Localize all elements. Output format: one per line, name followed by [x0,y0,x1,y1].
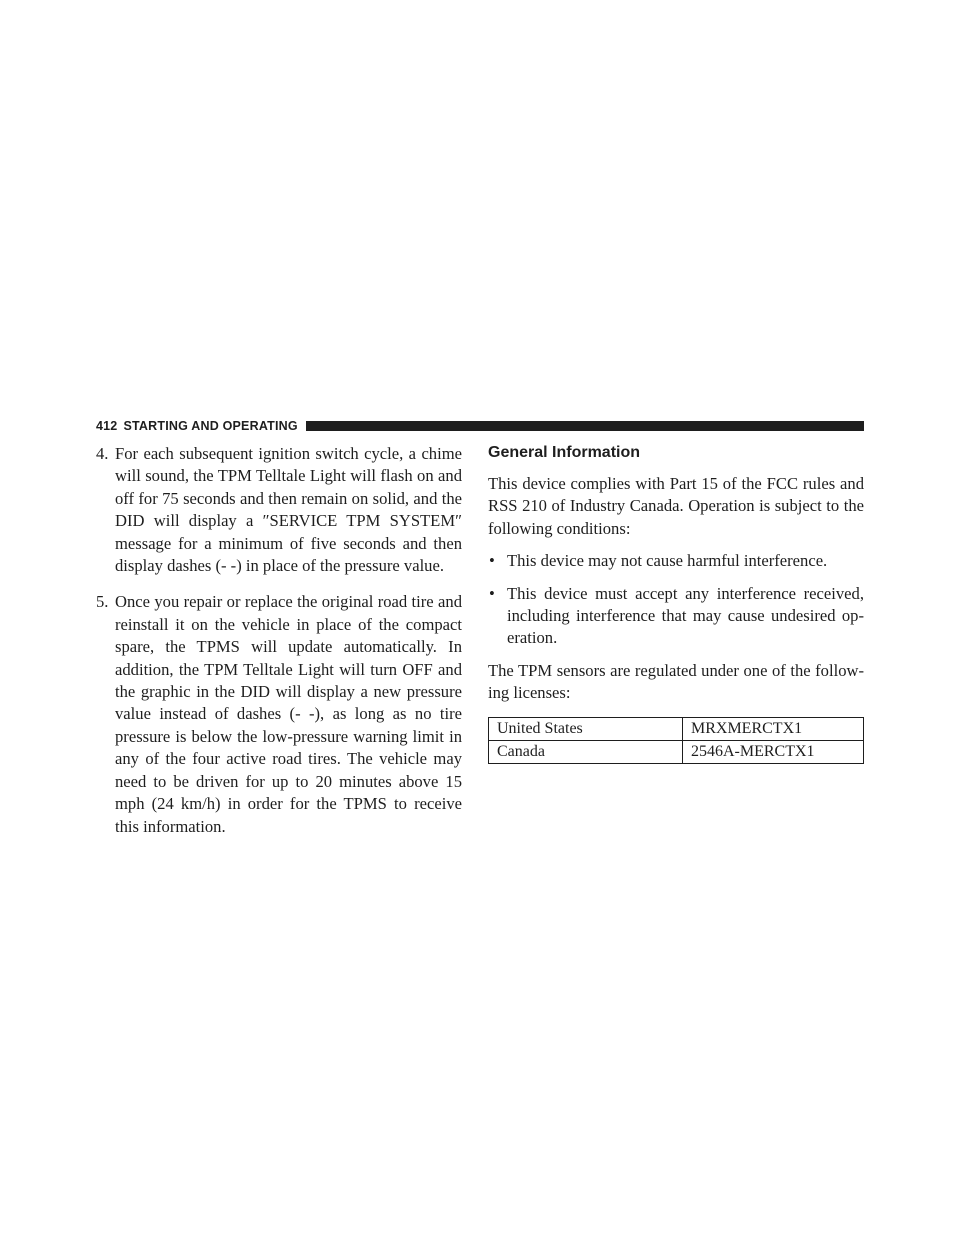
list-item-number: 4. [96,444,109,463]
section-heading: General Information [488,444,641,461]
table-cell-country: United States [489,717,683,740]
intro-paragraph: This device complies with Part 15 of the FCC rules and RSS 210 of Industry Canada. Operation is subject to the following conditions: [488,474,864,538]
bullet-icon: • [489,551,495,571]
right-column [488,443,864,764]
table-row [489,717,864,740]
table-row [489,740,864,763]
list-item-number: 5. [96,592,109,612]
bullet-text: This device must accept any interference received, including interference that may cause undesired op-eration. [507,583,864,648]
licenses-intro: The TPM sensors are regulated under one of the follow-ing licenses: [488,660,864,703]
page-number: 412 [96,419,118,433]
table-cell-country: Canada [489,740,683,763]
bullet-icon: • [489,583,495,603]
table-cell-license: MRXMERCTX1 [683,717,864,740]
list-item-text: For each subsequent ignition switch cycle, a chime will sound, the TPM Telltale Light will flash on and off for 75 seconds and then remain on solid, and the DID will display a ″SERVICE TPM SYSTEM″ message for a minimum of five seconds and then display dashes (- -) in place of the pressure value. [115,444,462,576]
bullet-item [488,550,864,572]
table-cell-license: 2546A-MERCTX1 [683,740,864,763]
header-rule [306,421,864,431]
list-item [96,591,462,837]
bullet-item [488,583,864,650]
list-item-text: Once you repair or replace the original road tire and reinstall it on the vehicle in place of the compact spare, the TPMS will update automatically. In addition, the TPM Telltale Light will turn OFF and the graphic in the DID will display a new pressure value instead of dashes (- -), as long as no tire pressure is below the low-pressure warning limit in any of the four active road tires. The vehicle may need to be driven for up to 20 minutes above 15 mph (24 km/h) in order for the TPMS to receive this information. [115,592,462,836]
list-item [96,443,462,577]
header-text [96,419,306,433]
section-title-header: STARTING AND OPERATING [123,419,298,433]
licenses-table [488,717,864,764]
left-column [96,443,462,852]
page-header [96,419,864,433]
bullet-text: This device may not cause harmful interference. [507,551,828,571]
